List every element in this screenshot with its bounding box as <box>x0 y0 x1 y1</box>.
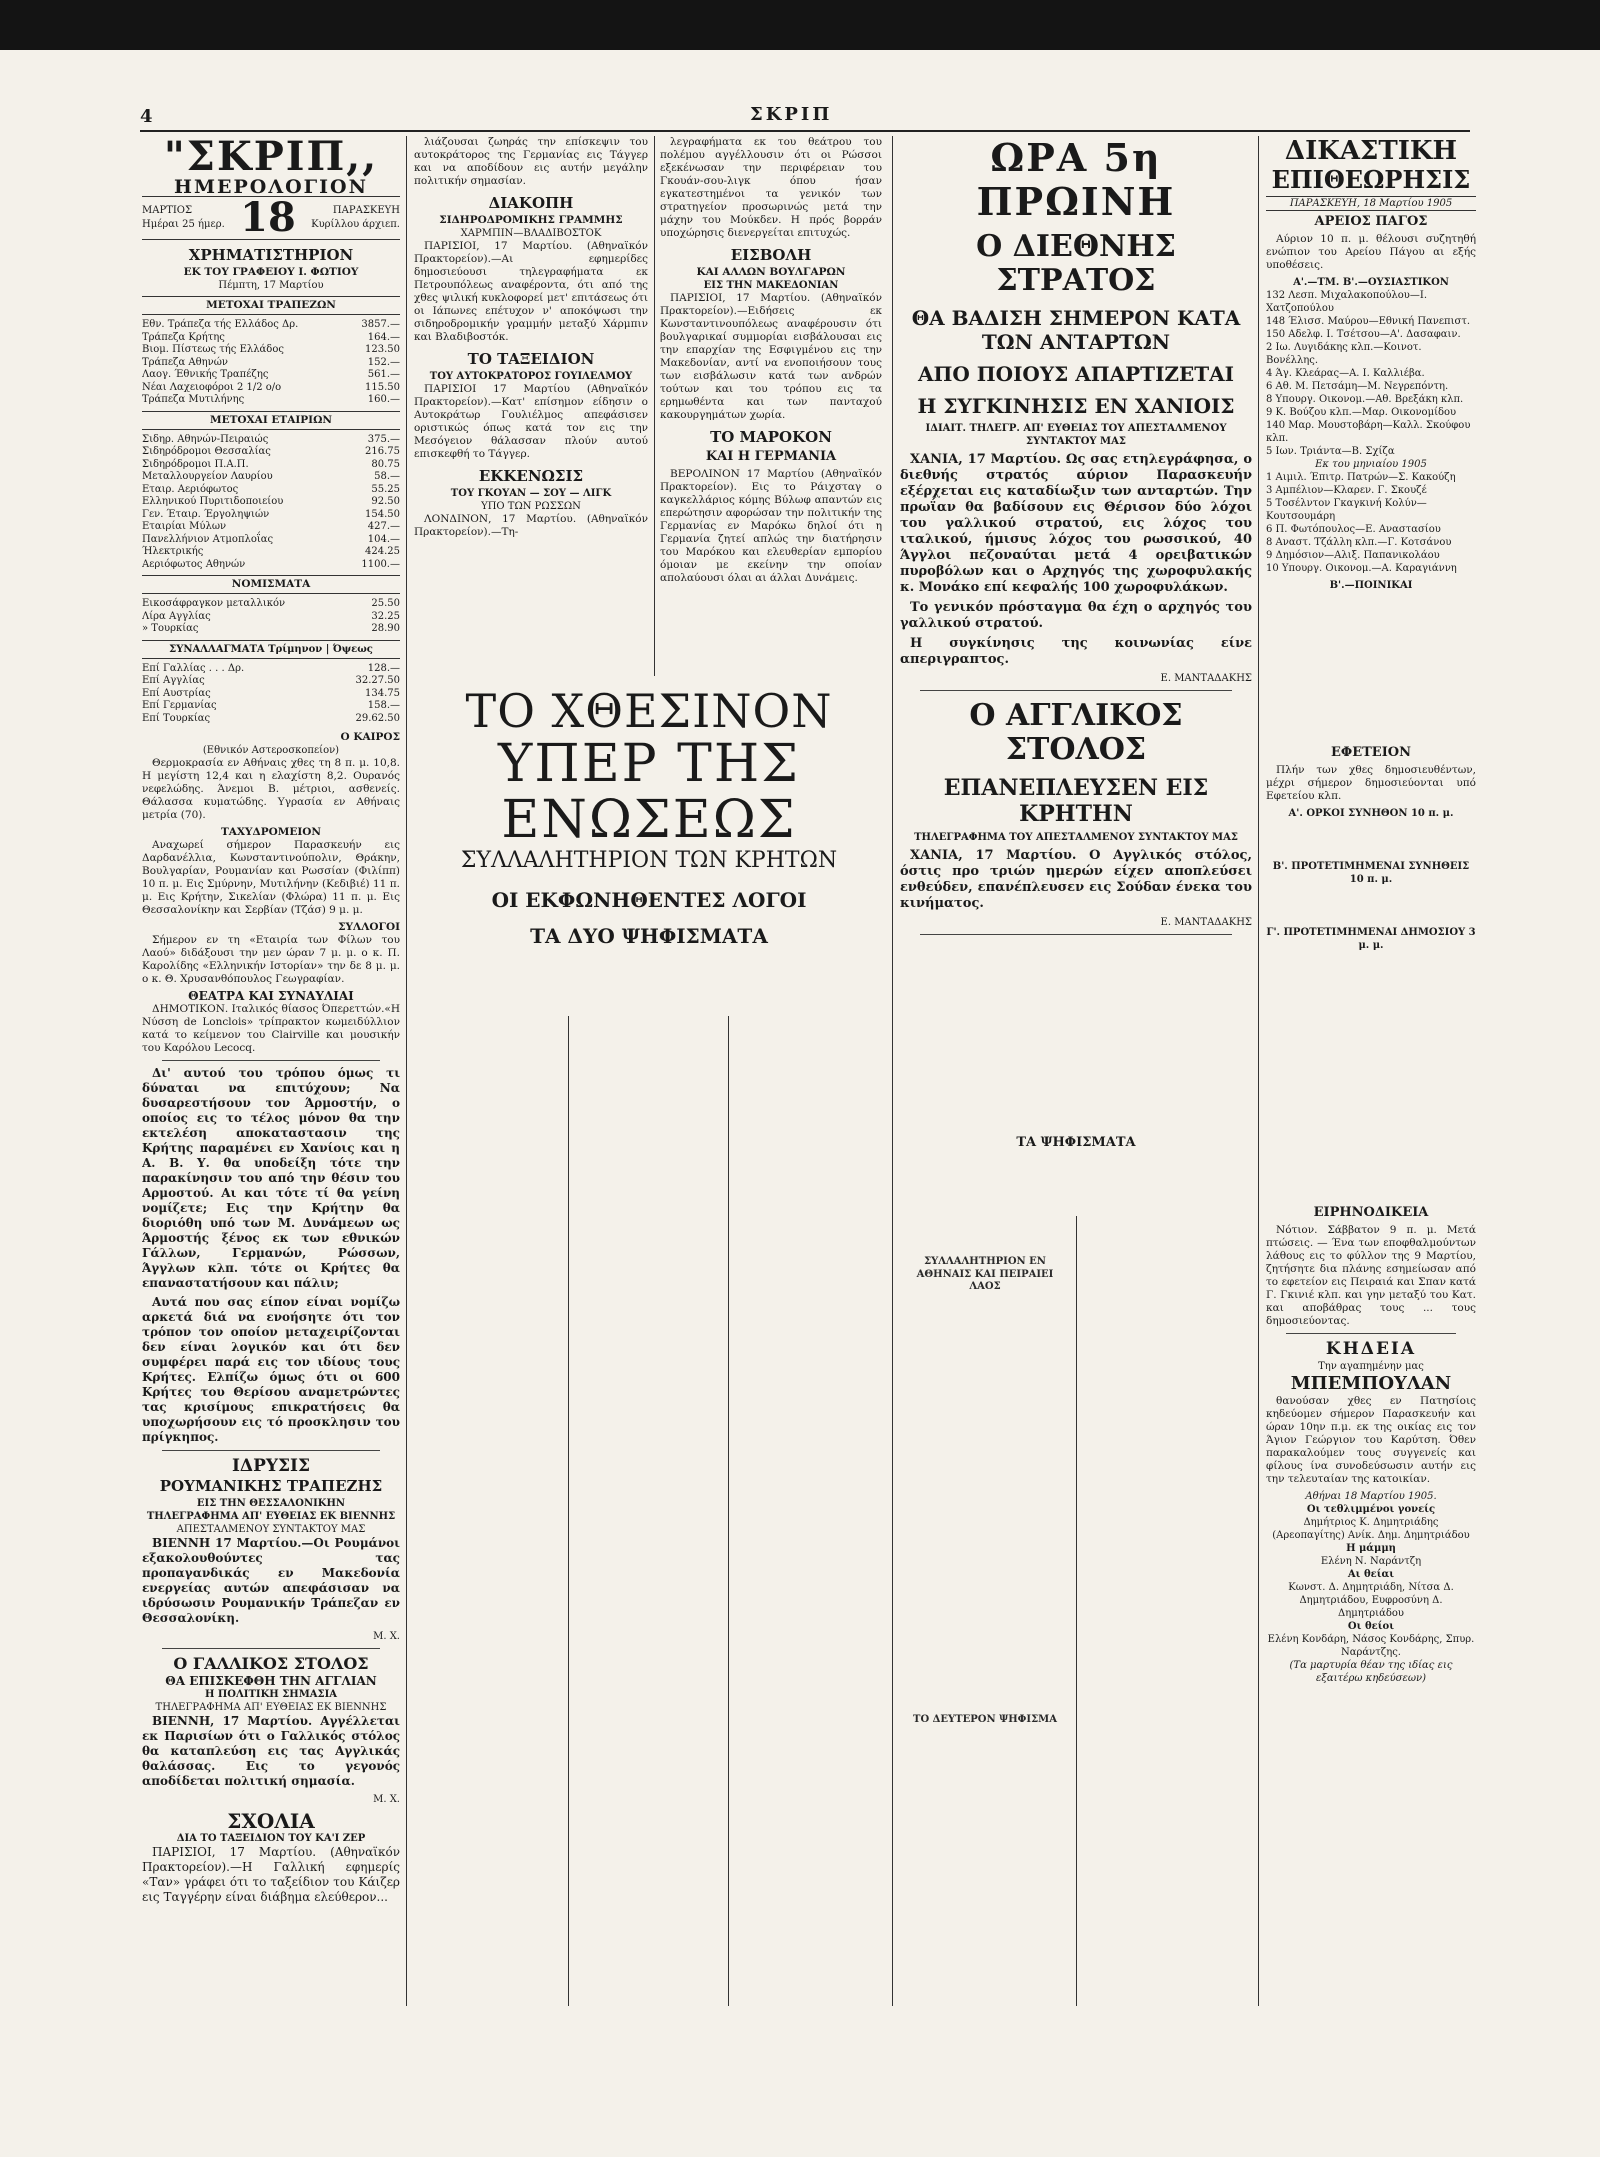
column-5 <box>1266 136 1476 2006</box>
table-row: Τράπεζα Κρήτης 164.— <box>142 331 400 343</box>
funeral-uncles: Οι θείοι <box>1347 1621 1395 1632</box>
list-item: 148 Έλισσ. Μαύρου—Εθνική Πανεπιστ. <box>1266 316 1471 327</box>
list-item: 9 Κ. Βούζου κλπ.—Μαρ. Οικονομίδου <box>1266 407 1457 418</box>
funeral-grandmother-name: Ελένη Ν. Ναράντζη <box>1320 1556 1422 1567</box>
headline-line-3: ΣΥΛΛΑΛΗΤΗΡΙΟΝ ΤΩΝ ΚΡΗΤΩΝ <box>460 848 838 873</box>
morocco-subtitle: ΚΑΙ Η ΓΕΡΜΑΝΙΑ <box>705 449 837 464</box>
funeral-text: θανούσαν χθες εν Πατησίοις κηδεύομεν σήμερον Παρασκευήν και ώραν 10ην π.μ. εκ της οικίας εις τον Άγιον Γεώργιον του Καρύτση. Όθεν παρακαλούμεν τους συγγενείς και φίλους ίνα συνοδεύσωσιν αυτήν εις την τελευταίαν της κατοικίαν. <box>1266 1395 1476 1485</box>
scholia-headline: ΣΧΟΛΙΑ <box>227 1809 315 1833</box>
hour-banner: ΩΡΑ 5η ΠΡΩΙΝΗ <box>976 136 1176 224</box>
bank-telegram-2: ΑΠΕΣΤΑΛΜΕΝΟΥ ΣΥΝΤΑΚΤΟΥ ΜΑΣ <box>176 1524 366 1535</box>
post-title: ΤΑΧΥΔΡΟΜΕΙΟΝ <box>220 826 322 838</box>
bourse-date: Πέμπτη, 17 Μαρτίου <box>218 280 324 291</box>
interrupt-headline: ΔΙΑΚΟΠΗ <box>488 194 574 212</box>
table-row: Τράπεζα Αθηνών 152.— <box>142 356 400 368</box>
coins-title: ΝΟΜΙΣΜΑΤΑ <box>142 575 400 594</box>
appeals-title: ΕΦΕΤΕΙΟΝ <box>1330 745 1411 760</box>
headline-line-2: ΥΠΕΡ ΤΗΣ ΕΝΩΣΕΩΣ <box>498 734 800 850</box>
fleet-signature: Μ. Χ. <box>373 1794 400 1805</box>
list-item: 6 Π. Φωτόπουλος—Ε. Αναστασίου <box>1266 524 1441 535</box>
funeral-aunts-names: Κωνστ. Δ. Δημητριάδη, Νίτσα Δ. Δημητριάδου, Ευφροσύνη Δ. Δημητριάδου <box>1288 1582 1454 1619</box>
list-item: 140 Μαρ. Μουστοβάρη—Καλλ. Σκούφου κλπ. <box>1266 420 1471 444</box>
body-text-block <box>900 1216 1070 2006</box>
invasion-subtitle-2: ΕΙΣ ΤΗΝ ΜΑΚΕΔΟΝΙΑΝ <box>703 280 839 291</box>
funeral-title: ΚΗΔΕΙΑ <box>1325 1339 1417 1359</box>
resolutions-headline: ΤΑ ΨΗΦΙΣΜΑΤΑ <box>1016 1135 1136 1150</box>
calendar-box <box>142 196 400 240</box>
table-row: Ελληνικού Πυριτιδοποιείου 92.50 <box>142 496 400 507</box>
table-row: Εταιρίαι Μύλων 427.— <box>142 521 400 532</box>
interrupt-subtitle: ΣΙΔΗΡΟΔΡΟΜΙΚΗΣ ΓΡΑΜΜΗΣ <box>439 214 623 226</box>
calendar-saint: Κυρίλλου άρχιεπ. <box>311 219 400 230</box>
criminal-title: Β'.—ΠΟΙΝΙΚΑΙ <box>1329 580 1413 591</box>
list-item: 150 Αδελφ. Ι. Τσέτσου—Α'. Δασαφαιν. <box>1266 329 1461 340</box>
invasion-headline: ΕΙΣΒΟΛΗ <box>730 246 812 264</box>
fleet-text: ΒΙΕΝΝΗ, 17 Μαρτίου. Αγγέλλεται εκ Παρισίων ότι ο Γαλλικός στόλος θα καταπλεύση εις τας Αγγλικάς θαλάσσας. Εις το γεγονός αποδίδεται πολιτική σημασία. <box>142 1714 400 1788</box>
trip-headline: ΤΟ ΤΑΞΕΙΔΙΟΝ <box>467 350 595 368</box>
article-paragraph: λιάζουσαι ζωηράς την επίσκεψιν του αυτοκράτορος της Γερμανίας εις Τάγγερ και να αποδίδουν εις αυτήν μεγάλην πολιτικήν σημασίαν. <box>414 136 648 187</box>
appeals-subtitle-2: Β'. ΠΡΟΤΕΤΙΜΗΜΕΝΑΙ ΣΥΝΗΘΕΙΣ 10 π. μ. <box>1272 861 1470 885</box>
funeral-note: (Τα μαρτυρία θέαν της ιδίας εις εξαιτέρω κηδεύσεων) <box>1289 1660 1453 1684</box>
table-row: Επί Αυστρίας 134.75 <box>142 687 400 699</box>
calendar-weekday: ΠΑΡΑΣΚΕΥΗ <box>332 205 400 216</box>
list-item: 3 Αμπέλιον—Κλαρεν. Γ. Σκουζέ <box>1266 485 1427 496</box>
funeral-aunts: Αι θείαι <box>1347 1569 1395 1580</box>
court-headline-2: ΕΠΙΘΕΩΡΗΣΙΣ <box>1271 165 1471 194</box>
british-fleet-subtitle: ΕΠΑΝΕΠΛΕΥΣΕΝ ΕΙΣ ΚΡΗΤΗΝ <box>943 775 1209 827</box>
masthead: ΣΚΡΙΠ <box>750 104 833 125</box>
page-number: 4 <box>140 106 153 127</box>
list-item: 8 Υπουργ. Οικονομ.—Αθ. Βρεξάκη κλπ. <box>1266 394 1464 405</box>
theatre-title: ΘΕΑΤΡΑ ΚΑΙ ΣΥΝΑΥΛΙΑΙ <box>188 989 354 1003</box>
funeral-name: ΜΠΕΜΠΟΥΛΑΝ <box>1290 1373 1452 1394</box>
table-row: » Τουρκίας 28.90 <box>142 623 400 634</box>
center-headline <box>414 686 884 948</box>
evac-headline: ΕΚΚΕΝΩΣΙΣ <box>478 467 584 485</box>
bank-signature: Μ. Χ. <box>373 1631 400 1642</box>
army-subtitle-3: Η ΣΥΓΚΙΝΗΣΙΣ ΕΝ ΧΑΝΙΟΙΣ <box>917 394 1235 418</box>
list-item: 9 Δημόσιον—Αλιξ. Παπανικολάου <box>1266 550 1440 561</box>
table-row: Γεν. Έταιρ. Έργοληψιών 154.50 <box>142 508 400 520</box>
table-row: Αεριόφωτος Αθηνών 1100.— <box>142 558 400 570</box>
body-text-block <box>414 1016 564 2006</box>
british-fleet-telegram: ΤΗΛΕΓΡΑΦΗΜΑ ΤΟΥ ΑΠΕΣΤΑΛΜΕΝΟΥ ΣΥΝΤΑΚΤΟΥ ΜΑΣ <box>914 832 1238 843</box>
table-row: Πανελλήνιον Ατμοπλοΐας 104.— <box>142 533 400 545</box>
list-item: 5 Ιων. Τριάντα—Β. Σχίζα <box>1266 446 1395 457</box>
trip-text: ΠΑΡΙΣΙΟΙ 17 Μαρτίου (Αθηναϊκόν Πρακτορείον).—Κατ' επίσημον είδησιν ο Αυτοκράτωρ Γουλιέλμος απεφάσισεν οριστικώς όπως κατά τον εις την Μεσόγειον θάλασσαν πλούν αυτού επισκεφθή το Τάγγερ. <box>414 383 648 460</box>
court1-text: Αύριον 10 π. μ. θέλουσι συζητηθή ενώπιον του Αρείου Πάγου αι εξής υποθέσεις. <box>1266 233 1476 271</box>
column-2 <box>414 136 648 676</box>
court-date: ΠΑΡΑΣΚΕΥΗ, 18 Μαρτίου 1905 <box>1266 196 1476 211</box>
magistrates-title: ΕΙΡΗΝΟΔΙΚΕΙΑ <box>1313 1205 1429 1220</box>
column-rule <box>1258 136 1259 2006</box>
list-item: 2 Ιω. Λυγιδάκης κλπ.—Κοινοτ. Βονέλλης. <box>1266 342 1422 366</box>
table-row: Σιδηρόδρομοι Π.Α.Π. 80.75 <box>142 458 400 470</box>
banks-list <box>142 319 400 407</box>
calendar-month: ΜΑΡΤΙΟΣ <box>142 205 193 216</box>
evac-subtitle: ΤΟΥ ΓΚΟΥΑΝ — ΣΟΥ — ΛΙΓΚ <box>450 488 612 499</box>
funeral-uncles-names: Ελένη Κονδάρη, Νάσος Κονδάρης, Σπυρ. Ναράντζης. <box>1267 1634 1475 1658</box>
table-row: Λίρα Αγγλίας 32.25 <box>142 610 400 622</box>
companies-title: ΜΕΤΟΧΑΙ ΕΤΑΙΡΙΩΝ <box>142 411 400 430</box>
table-row: Εταιρ. Αεριόφωτος 55.25 <box>142 483 400 495</box>
body-text-block <box>734 1016 884 2006</box>
article-paragraph: Δι' αυτού του τρόπου όμως τι δύναται να επιτύχουν; Να δυσαρεστήσουν τον Άρμοστήν, ο οποίος εις το τέλος μόνον θα την εκτελέση αποκαταστασιν της Κρήτης παραμένει εν Χανίοις και η Α. Β. Υ. θα υποδείξη τότε την παρακίνησιν του από την θέσιν του Αρμοστού. Αι και τότε τί θα γείνη νομίζετε; Εις την Κρήτην θα διοριόθη υπό των Μ. Δυνάμεων ως Άρμοστής ξένος εκ των εθνικών Γάλλων, Γερμανών, Ρώσσων, Άγγλων κλπ. τότε οι Κρήτες θα επαναστατήσουν και πάλιν; <box>142 1066 400 1290</box>
bank-headline-2: ΡΟΥΜΑΝΙΚΗΣ ΤΡΑΠΕΖΗΣ <box>159 1477 383 1495</box>
column-rule <box>892 136 893 2006</box>
bank-headline: ΙΔΡΥΣΙΣ <box>231 1456 311 1476</box>
meetings-text: Σήμερον εν τη «Εταιρία των Φίλων του Λαού» διδάξουσι την μεν ώραν 7 μ. μ. ο κ. Π. Καρολίδης «Ελληνικήν Ιστορίαν» την δε 8 μ. μ. ο κ. Θ. Χρυσανθόπουλος Γεωγραφίαν. <box>142 934 400 985</box>
table-row: Σιδηρόδρομοι Θεσσαλίας 216.75 <box>142 446 400 457</box>
column-rule <box>406 136 407 2006</box>
funeral-date: Αθήναι 18 Μαρτίου 1905. <box>1305 1491 1437 1502</box>
trip-subtitle: ΤΟΥ ΑΥΤΟΚΡΑΤΟΡΟΣ ΓΟΥΙΛΕΛΜΟΥ <box>429 371 633 382</box>
morocco-headline: ΤΟ ΜΑΡΟΚΟΝ <box>710 428 832 446</box>
weather-text: Θερμοκρασία εν Αθήναις χθες τη 8 π. μ. 10,8. Η μεγίστη 12,4 και η ελαχίστη 8,2. Ουρανός νεφελώδης. Άνεμοι Β. μέτριοι, ασθενείς. Θάλασσα κυματώδης. Υγρασία εν Αθήναις μετρία (70). <box>142 757 400 821</box>
bourse-title: ΧΡΗΜΑΤΙΣΤΗΡΙΟΝ <box>188 246 354 264</box>
list-item: 1 Αιμιλ. Έπιτρ. Πατρών—Σ. Κακούζη <box>1266 472 1456 483</box>
invasion-subtitle: ΚΑΙ ΑΛΛΩΝ ΒΟΥΛΓΑΡΩΝ <box>696 266 846 278</box>
scholia-subtitle: ΔΙΑ ΤΟ ΤΑΞΕΙΔΙΟΝ ΤΟΥ ΚΑ'Ι ΖΕΡ <box>176 1833 366 1844</box>
interrupt-text: ΠΑΡΙΣΙΟΙ, 17 Μαρτίου. (Αθηναϊκόν Πρακτορείον).—Αι εφημερίδες δημοσιεύουσι τηλεγραφήματα εκ Πετρουπόλεως αναφέροντα, ότι από της χθες ψιλική κυκλοφορεί μετ' επιτάσεως ότι οι Ιάπωνες επέτυχον ν' αποκόψωσι την σιδηροδρομικήν γραμμήν μεταξύ Χάρμπιν και Βλαδιβοστόκ. <box>414 240 648 343</box>
fleet-subtitle: ΘΑ ΕΠΙΣΚΕΦΘΗ ΤΗΝ ΑΓΓΛΙΑΝ <box>165 1674 377 1688</box>
army-text-2: Το γενικόν πρόσταγμα θα έχη ο αρχηγός του γαλλικού στρατού. <box>900 600 1252 631</box>
funeral-intro: Την αγαπημένην μας <box>1318 1361 1424 1372</box>
list-item: 5 Τοσέλντον Γκαγκινή Κολύν—Κουτσουμάρη <box>1266 498 1427 522</box>
table-row: Εθν. Τράπεζα τής Ελλάδος Δρ. 3857.— <box>142 319 400 330</box>
case-list <box>1266 289 1476 458</box>
list-item: 6 Αθ. Μ. Πετσάμη—Μ. Νεγρεπόντη. <box>1266 381 1449 392</box>
exchange-title: ΣΥΝΑΛΛΑΓΜΑΤΑ Τρίμηνον | Όψεως <box>142 640 400 659</box>
list-item: 4 Άγ. Κλεάρας—Α. Ι. Καλλιέβα. <box>1266 368 1425 379</box>
army-telegram: ΙΔΙΑΙΤ. ΤΗΛΕΓΡ. ΑΠ' ΕΥΘΕΙΑΣ ΤΟΥ ΑΠΕΣΤΑΛΜΕΝΟΥ ΣΥΝΤΑΚΤΟΥ ΜΑΣ <box>925 423 1227 447</box>
column-rule <box>654 136 655 676</box>
column-rule <box>728 1016 729 2006</box>
court1-subtitle: Α'.—ΤΜ. Β'.—ΟΥΣΙΑΣΤΙΚΟΝ <box>1293 277 1449 288</box>
table-row: Βιομ. Πίστεως τής Ελλάδος 123.50 <box>142 344 400 355</box>
column-rule <box>1076 1216 1077 2006</box>
table-row: Εικοσάφραγκον μεταλλικόν 25.50 <box>142 598 400 609</box>
interrupt-route: ΧΑΡΜΠΙΝ—ΒΛΑΔΙΒΟΣΤΟΚ <box>460 228 602 239</box>
banks-title: ΜΕΤΟΧΑΙ ΤΡΑΠΕΖΩΝ <box>142 296 400 315</box>
table-row: Επί Αγγλίας 32.27.50 <box>142 675 400 686</box>
article-paragraph: Αυτά που σας είπον είναι νομίζω αρκετά διά να ενοήσητε ότι τον τρόπον τον οποίον μεταχειρίζονται δεν είναι λογικόν και ότι δεν συμφέρει παρά εις τον ιδίους τους Κρήτες. Ελπίζω όμως ότι οι 600 Κρήτες του Θερίσου αναμετρώντες τας κρισίμους επικρατήσεις θα υποχωρήσουν εις τό προσκλησιν του πρίγκηπος. <box>142 1295 400 1444</box>
evac-text: ΛΟΝΔΙΝΟΝ, 17 Μαρτίου. (Αθηναϊκόν Πρακτορείον).—Τη- <box>414 513 648 538</box>
fleet-headline: Ο ΓΑΛΛΙΚΟΣ ΣΤΟΛΟΣ <box>173 1654 369 1673</box>
weather-title: Ο ΚΑΙΡΟΣ <box>340 731 400 743</box>
funeral-grandmother: Η μάμμη <box>1346 1543 1396 1554</box>
table-row: Επί Γαλλίας . . . Δρ. 128.— <box>142 662 400 674</box>
court1-subtitle-2: Εκ του μηνιαίου 1905 <box>1315 459 1427 470</box>
post-text: Αναχωρεί σήμερον Παρασκευήν εις Δαρδανέλλια, Κωνσταντινούπολιν, Θράκην, Βουλγαρίαν, Ρουμανίαν και Ρωσσίαν (Φιλίππ) 10 π. μ. Εις Σμύρνην, Μυτιλήνην (Κεδιβιέ) 11 π. μ. Εις Κρήτην, Σικελίαν (Φλώρα) 11 π. μ. Εις Θεσσαλονίκην και Σερβίαν (Τζάσ) 9 μ. μ. <box>142 839 400 916</box>
table-row: Επί Τουρκίας 29.62.50 <box>142 712 400 724</box>
headline-line-4: ΟΙ ΕΚΦΩΝΗΘΕΝΤΕΣ ΛΟΓΟΙ <box>491 888 807 912</box>
army-text: ΧΑΝΙΑ, 17 Μαρτίου. Ως σας ετηλεγράφησα, ο διεθνής στρατός αύριον Παρασκευήν εξέρχεται εις καταδίωξιν των ανταρτών. Την πρωΐαν θα βαδίσουν εις Θέρισον δύο λόχοι του γαλλικού στρατού, εις λόχος του ιταλικού, ήμισυς λόχος του ρωσσικού, 40 Άγγλοι πεζοναύται μετά 4 ορειβατικών πυροβόλων και ο Αρχηγός της χωροφυλακής κ. Μονάκο επί κεφαλής 100 χωροφυλάκων. <box>900 452 1252 595</box>
article-paragraph: λεγραφήματα εκ του θεάτρου του πολέμου αγγέλλουσιν ότι οι Ρώσσοι εξεκένωσαν την περιφέρειαν του Γκουάν-σου-λιγκ όπου ήσαν εγκατεστημένοι τα γενικόν των στρατηγείον προσωρινώς μετά την μάχην του Μούκδεν. Η πρός βορράν υποχώρησις διενεργείται επιτυχώς. <box>660 136 882 239</box>
table-row: Μεταλλουργείον Λαυρίου 58.— <box>142 471 400 482</box>
calendar-day-number: 18 <box>240 194 296 241</box>
coins-list <box>142 598 400 636</box>
table-row: Επί Γερμανίας 158.— <box>142 700 400 711</box>
army-signature: Ε. ΜΑΝΤΑΔΑΚΗΣ <box>1160 673 1252 684</box>
funeral-parents: Οι τεθλιμμένοι γονείς <box>1306 1504 1436 1515</box>
weather-subtitle: (Εθνικόν Αστεροσκοπείον) <box>202 745 340 756</box>
column-title: "ΣΚΡΙΠ,, <box>163 136 379 180</box>
case-list <box>1266 471 1476 575</box>
scholia-text: ΠΑΡΙΣΙΟΙ, 17 Μαρτίου. (Αθηναϊκόν Πρακτορείον).—Η Γαλλική εφημερίς «Ταν» γράφει ότι το ταξείδιον του Κάιζερ εις Ταγγέρην είναι διάβημα ελεύθερον... <box>142 1845 400 1904</box>
court-headline: ΔΙΚΑΣΤΙΚΗ <box>1284 136 1458 166</box>
exchange-list <box>142 663 400 726</box>
calendar-days: Ημέραι 25 ήμερ. <box>142 219 225 230</box>
calendar-title: ΗΜΕΡΟΛΟΓΙΟΝ <box>174 176 368 198</box>
column-4 <box>900 136 1252 1206</box>
appeals-subtitle: Α'. ΟΡΚΟΙ ΣΥΝΗΘΟΝ 10 π. μ. <box>1288 808 1454 819</box>
appeals-text: Πλήν των χθες δημοσιευθέντων, μέχρι σήμερον δημοσιεύονται υπό Εφετείου κλπ. <box>1266 764 1476 802</box>
theatre-text: ΔΗΜΟΤΙΚΟΝ. Ιταλικός θίασος Όπερεττών.«Η Νύσση de Lonclois» τρίπρακτον κωμειδύλλιον κατά το κείμενον του Clairville και μουσικήν του Καρόλου Lecocq. <box>142 1003 400 1054</box>
fleet-telegram: ΤΗΛΕΓΡΑΦΗΜΑ ΑΠ' ΕΥΘΕΙΑΣ ΕΚ ΒΙΕΝΝΗΣ <box>155 1702 387 1713</box>
court1-title: ΑΡΕΙΟΣ ΠΑΓΟΣ <box>1314 214 1428 229</box>
invasion-text: ΠΑΡΙΣΙΟΙ, 17 Μαρτίου. (Αθηναϊκόν Πρακτορείον).—Ειδήσεις εκ Κωνσταντινουπόλεως αναφέρουσιν ότι βουλγαρικαί συμμορίαι εισβάλουσαι εις την επαρχίαν της Εσφιγμένου εις την Μακεδονίαν, αντί να ενοποιήσουν τους των εισβάλωσιν κατά των ανδρών τούτων και του τρόπου εις τα ερημωθέντα και των πανταχού κακουργημάτων χωρία. <box>660 292 882 421</box>
bank-text: ΒΙΕΝΝΗ 17 Μαρτίου.—Οι Ρουμάνοι εξακολουθούντες τας προπαγανδικάς εν Μακεδονία ενεργείας αυτών απεφάσισαν να ιδρύσωσιν Ρουμανικήν Τράπεζαν εν Θεσσαλονίκη. <box>142 1536 400 1625</box>
list-item: 8 Αναστ. Τζάλλη κλπ.—Γ. Κοτσάνου <box>1266 537 1452 548</box>
second-resolution-title: ΤΟ ΔΕΥΤΕΡΟΝ ΨΗΦΙΣΜΑ <box>913 1713 1057 1725</box>
british-fleet-headline: Ο ΑΓΓΛΙΚΟΣ ΣΤΟΛΟΣ <box>969 698 1183 767</box>
column-rule <box>568 1016 569 2006</box>
table-row: Σιδηρ. Αθηνών-Πειραιώς 375.— <box>142 433 400 445</box>
column-1 <box>142 136 400 2006</box>
meetings-title: ΣΥΛΛΟΓΟΙ <box>338 921 400 933</box>
evac-subtitle-2: ΥΠΟ ΤΩΝ ΡΩΣΣΩΝ <box>481 501 581 512</box>
companies-list <box>142 434 400 572</box>
army-headline: Ο ΔΙΕΘΝΗΣ ΣΤΡΑΤΟΣ <box>976 229 1176 298</box>
fleet-subtitle-2: Η ΠΟΛΙΤΙΚΗ ΣΗΜΑΣΙΑ <box>204 1689 338 1700</box>
appeals-subtitle-3: Γ'. ΠΡΟΤΕΤΙΜΗΜΕΝΑΙ ΔΗΜΟΣΙΟΥ 3 μ. μ. <box>1266 927 1476 951</box>
army-subtitle: ΘΑ ΒΑΔΙΣΗ ΣΗΜΕΡΟΝ ΚΑΤΑ ΤΩΝ ΑΝΤΑΡΤΩΝ <box>911 306 1241 354</box>
bank-telegram: ΤΗΛΕΓΡΑΦΗΜΑ ΑΠ' ΕΥΘΕΙΑΣ ΕΚ ΒΙΕΝΝΗΣ <box>146 1511 396 1522</box>
body-text-block <box>1082 1216 1252 2006</box>
bourse-subtitle: ΕΚ ΤΟΥ ΓΡΑΦΕΙΟΥ Ι. ΦΩΤΙΟΥ <box>183 266 359 278</box>
body-text-block <box>574 1016 724 2006</box>
table-row: Τράπεζα Μυτιλήνης 160.— <box>142 394 400 405</box>
table-row: Νέαι Λαχειοφόροι 2 1/2 ο/ο 115.50 <box>142 381 400 393</box>
list-item: 132 Λεσπ. Μιχαλακοπούλου—Ι. Χατζοπούλου <box>1266 290 1427 314</box>
army-text-3: Η συγκίνησις της κοινωνίας είνε απεριγραπτος. <box>900 636 1252 667</box>
british-fleet-signature: Ε. ΜΑΝΤΑΔΑΚΗΣ <box>1160 917 1252 928</box>
table-row: Ήλεκτρικής 424.25 <box>142 546 400 557</box>
bank-subtitle: ΕΙΣ ΤΗΝ ΘΕΣΣΑΛΟΝΙΚΗΝ <box>196 1498 346 1509</box>
table-row: Λαογ. Έθνικής Τραπέζης 561.— <box>142 369 400 380</box>
rally-title: ΣΥΛΛΑΛΗΤΗΡΙΟΝ ΕΝ ΑΘΗΝΑΙΣ ΚΑΙ ΠΕΙΡΑΙΕΙ ΛΑΟΣ <box>916 1256 1054 1292</box>
british-fleet-text: ΧΑΝΙΑ, 17 Μαρτίου. Ο Αγγλικός στόλος, όστις προ τριών ημερών είχεν αποπλεύσει ενθεύδεν, επανέπλευσεν εις Σούδαν ένεκα του κινήματος. <box>900 848 1252 911</box>
funeral-parents-names: Δημήτριος Κ. Δημητριάδης (Αρεοπαγίτης) Ανίκ. Δημ. Δημητριάδου <box>1272 1517 1470 1541</box>
headline-line-1: ΤΟ ΧΘΕΣΙΝΟΝ <box>465 684 833 738</box>
headline-line-5: ΤΑ ΔΥΟ ΨΗΦΙΣΜΑΤΑ <box>530 924 768 948</box>
column-3 <box>660 136 882 676</box>
list-item: 10 Υπουργ. Οικονομ.—Α. Καραγιάννη <box>1266 563 1457 574</box>
morocco-text: ΒΕΡΟΛΙΝΟΝ 17 Μαρτίου (Αθηναϊκόν Πρακτορείον). Εις το Ράιχσταγ ο καγκελλάριος κόμης Βύλωφ απαντών εις επερώτησιν αφορώσαν την πολιτικήν της Γερμανίας εν Μαρόκω δηλοί ότι η Γερμανία ζητεί απλώς την διατήρησιν του Μαρόκου και ελευθερίαν εμπορίου όμοιαν με εκείνην την οποίαν απολαύουσι όλαι αι άλλαι Δυνάμεις. <box>660 468 882 584</box>
dark-scan-border <box>0 0 1600 50</box>
magistrates-text: Νότιον. Σάββατον 9 π. μ. Μετά πτώσεις. — Ένα των εποφθαλμούντων λάθους εις το φύλλον της 9 Μαρτίου, ζητήσητε δια πλάνης εσημείωσαν από το εφετείον εις Πειραιά και Σπαν κατά Γ. Γκινιέ κλπ. και γην μεταξύ του Κατ. και αποβάθρας τους ... τους δημοσιεύοντας. <box>1266 1224 1476 1327</box>
army-subtitle-2: ΑΠΟ ΠΟΙΟΥΣ ΑΠΑΡΤΙΖΕΤΑΙ <box>917 362 1235 386</box>
page-header <box>140 104 1470 132</box>
